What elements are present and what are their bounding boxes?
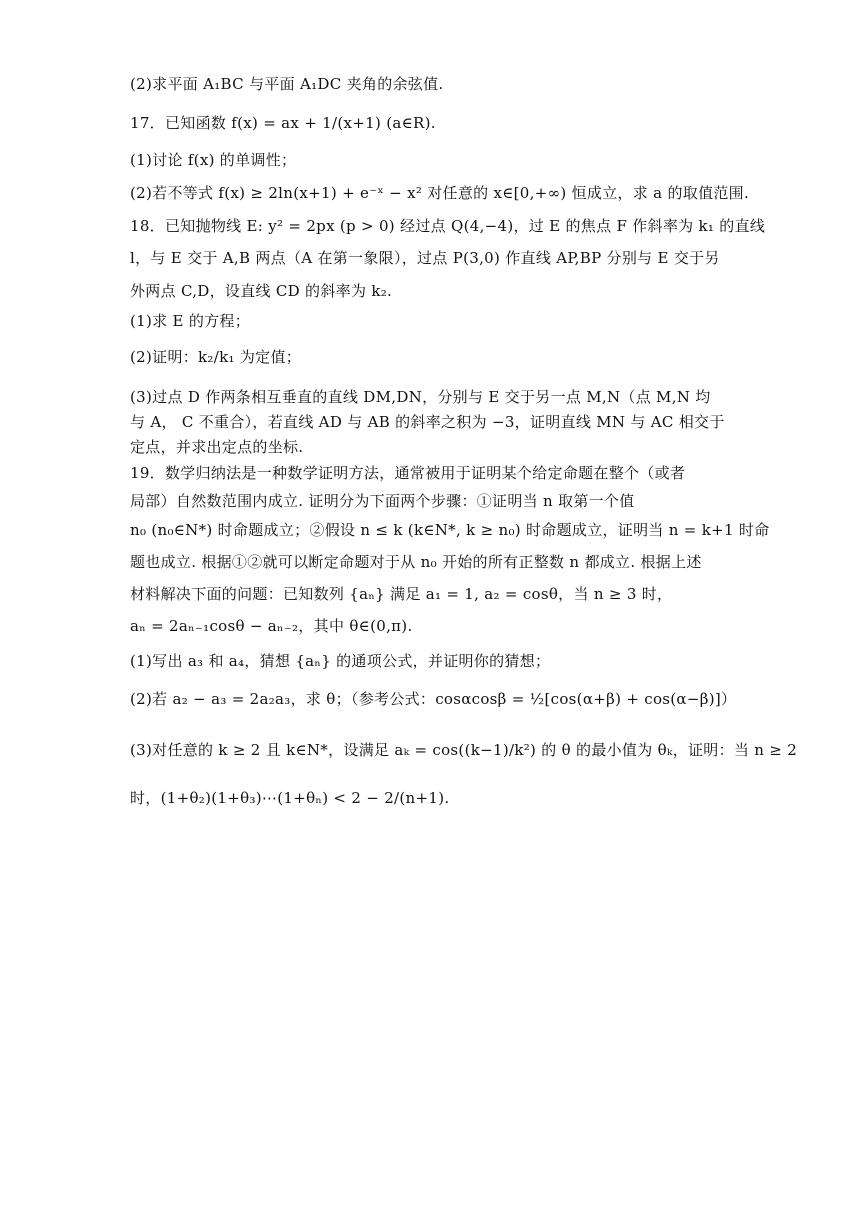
text-line: 题也成立. 根据①②就可以断定命题对于从 n₀ 开始的所有正整数 n 都成立. 根据上述 — [130, 553, 702, 571]
text-line: 材料解决下面的问题：已知数列 {aₙ} 满足 a₁ = 1, a₂ = cosθ，当 n ≥ 3 时， — [130, 585, 673, 603]
text-line: n₀ (n₀∈N*) 时命题成立；②假设 n ≤ k (k∈N*, k ≥ n₀) 时命题成立，证明当 n = k+1 时命 — [130, 521, 770, 539]
text-line: (2)若不等式 f(x) ≥ 2ln(x+1) + e⁻ˣ − x² 对任意的 x∈[0,+∞) 恒成立，求 a 的取值范围. — [130, 184, 750, 202]
text-line: 定点，并求出定点的坐标. — [130, 438, 304, 456]
text-line: 时，(1+θ₂)(1+θ₃)⋯(1+θₙ) < 2 − 2/(n+1). — [130, 789, 450, 807]
text-line: (1)讨论 f(x) 的单调性； — [130, 151, 297, 169]
text-line: 与 A， C 不重合），若直线 AD 与 AB 的斜率之积为 −3，证明直线 MN 与 AC 相交于 — [130, 413, 725, 431]
problem-19-statement: 19．数学归纳法是一种数学证明方法，通常被用于证明某个给定命题在整个（或者 — [130, 464, 686, 482]
text-line: aₙ = 2aₙ₋₁cosθ − aₙ₋₂，其中 θ∈(0,π). — [130, 617, 413, 635]
text-line: (1)写出 a₃ 和 a₄，猜想 {aₙ} 的通项公式，并证明你的猜想； — [130, 652, 551, 670]
text-line: (3)过点 D 作两条相互垂直的直线 DM,DN，分别与 E 交于另一点 M,N（点 M,N 均 — [130, 388, 711, 406]
text-line: (1)求 E 的方程； — [130, 312, 251, 330]
text-line: (2)求平面 A₁BC 与平面 A₁DC 夹角的余弦值. — [130, 75, 444, 93]
text-line: (2)证明：k₂/k₁ 为定值； — [130, 348, 302, 366]
problem-17-statement: 17．已知函数 f(x) = ax + 1/(x+1) (a∈R). — [130, 114, 436, 132]
problem-18-statement: 18．已知抛物线 E: y² = 2px (p > 0) 经过点 Q(4,−4)，过 E 的焦点 F 作斜率为 k₁ 的直线 — [130, 217, 766, 235]
text-line: 局部）自然数范围内成立. 证明分为下面两个步骤：①证明当 n 取第一个值 — [130, 492, 635, 510]
text-line: 外两点 C,D，设直线 CD 的斜率为 k₂. — [130, 282, 393, 300]
text-line: (3)对任意的 k ≥ 2 且 k∈N*，设满足 aₖ = cos((k−1)/k²) 的 θ 的最小值为 θₖ，证明：当 n ≥ 2 — [130, 741, 798, 759]
text-line: l，与 E 交于 A,B 两点（A 在第一象限），过点 P(3,0) 作直线 AP,BP 分别与 E 交于另 — [130, 249, 720, 267]
text-line: (2)若 a₂ − a₃ = 2a₂a₃，求 θ；（参考公式：cosαcosβ = ½[cos(α+β) + cos(α−β)]） — [130, 690, 737, 708]
